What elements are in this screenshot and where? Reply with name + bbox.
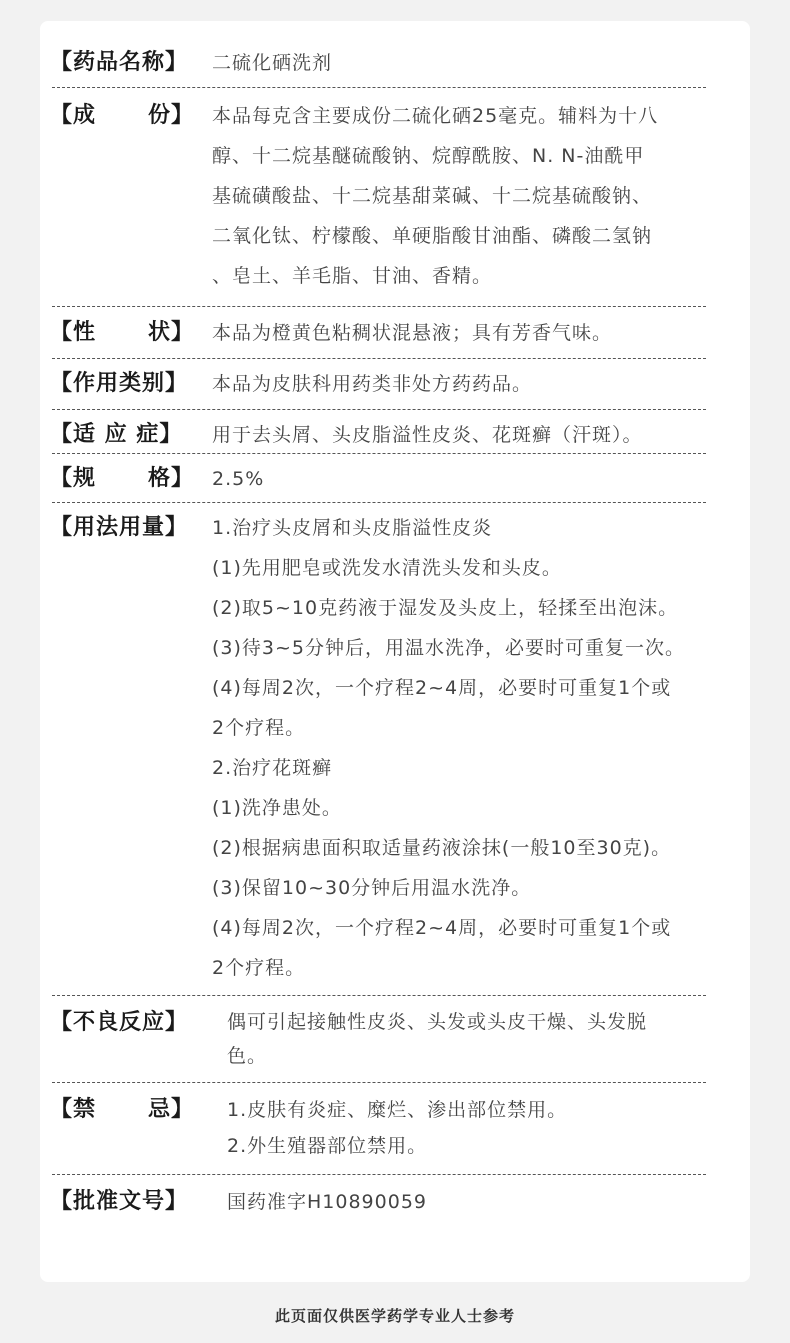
field-value [212,96,658,296]
field-value [212,313,612,353]
field-value [212,43,332,83]
field-label: 【作用类别】 [50,371,189,396]
value-line: 醇、十二烷基醚硫酸钠、烷醇酰胺、N. N-油酰甲 [212,145,645,167]
divider [52,502,706,503]
field-label: 【禁 忌】 [50,1097,194,1122]
value-line: 2个疗程。 [212,717,306,739]
divider [52,995,706,996]
value-line: 1.皮肤有炎症、糜烂、渗出部位禁用。 [227,1099,568,1121]
value-line: (4)每周2次，一个疗程2~4周，必要时可重复1个或 [212,917,672,939]
divider [52,453,706,454]
divider [52,409,706,410]
divider [52,1082,706,1083]
value-line: (3)待3~5分钟后，用温水洗净，必要时可重复一次。 [212,637,686,659]
value-line: (2)取5~10克药液于湿发及头皮上，轻揉至出泡沫。 [212,597,679,619]
value-line: 本品为橙黄色粘稠状混悬液；具有芳香气味。 [212,322,613,344]
field-label: 【成 份】 [50,103,194,128]
value-line: 二氧化钛、柠檬酸、单硬脂酸甘油酯、磷酸二氢钠 [212,225,653,247]
value-line: 2.外生殖器部位禁用。 [227,1135,428,1157]
value-line: 、皂土、羊毛脂、甘油、香精。 [212,265,493,287]
value-line: 国药准字H10890059 [227,1191,427,1213]
divider [52,358,706,359]
field-label: 【批准文号】 [50,1189,189,1214]
divider [52,87,706,88]
value-line: 本品为皮肤科用药类非处方药药品。 [212,373,533,395]
value-line: (1)先用肥皂或洗发水清洗头发和头皮。 [212,557,562,579]
field-value [212,364,532,404]
field-value [227,1092,567,1164]
value-line: 基硫磺酸盐、十二烷基甜菜碱、十二烷基硫酸钠、 [212,185,653,207]
field-value [212,459,264,499]
value-line: (3)保留10~30分钟后用温水洗净。 [212,877,532,899]
value-line: 用于去头屑、头皮脂溢性皮炎、花斑癣（汗斑）。 [212,424,643,446]
value-line: 2个疗程。 [212,957,306,979]
value-line: (1)洗净患处。 [212,797,342,819]
field-value [227,1005,647,1073]
value-line: 偶可引起接触性皮炎、头发或头皮干燥、头发脱 [227,1011,648,1033]
field-value [212,508,685,988]
field-value [227,1182,427,1222]
field-label: 【不良反应】 [50,1010,189,1035]
drug-info-card [40,21,750,1282]
field-value [212,415,643,455]
value-line: 2.治疗花斑癣 [212,757,333,779]
value-line: (4)每周2次，一个疗程2~4周，必要时可重复1个或 [212,677,672,699]
value-line: 2.5% [212,468,265,490]
field-label: 【药品名称】 [50,50,189,75]
divider [52,1174,706,1175]
divider [52,306,706,307]
field-label: 【规 格】 [50,466,194,491]
value-line: 本品每克含主要成份二硫化硒25毫克。辅料为十八 [212,105,659,127]
field-label: 【用法用量】 [50,515,189,540]
value-line: 色。 [227,1045,268,1067]
field-label: 【适 应 症】 [50,422,183,447]
field-label: 【性 状】 [50,320,194,345]
value-line: 1.治疗头皮屑和头皮脂溢性皮炎 [212,517,493,539]
value-line: (2)根据病患面积取适量药液涂抹(一般10至30克)。 [212,837,672,859]
footer-disclaimer: 此页面仅供医学药学专业人士参考 [274,1307,515,1325]
value-line: 二硫化硒洗剂 [212,52,333,74]
